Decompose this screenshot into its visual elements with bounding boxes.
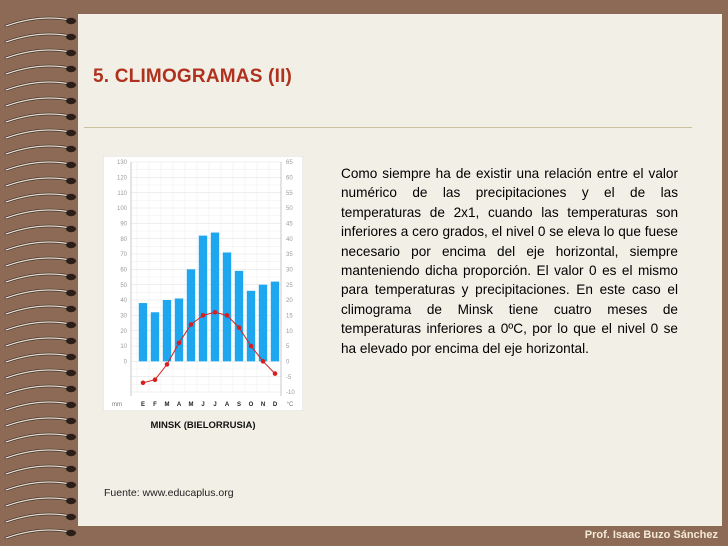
precipitation-bar bbox=[199, 236, 207, 362]
right-tick-label: 15 bbox=[286, 313, 293, 320]
spiral-ring bbox=[6, 530, 76, 538]
spiral-binding bbox=[0, 0, 90, 546]
spiral-ring bbox=[6, 386, 76, 394]
left-tick-label: 80 bbox=[120, 236, 127, 243]
precipitation-bar bbox=[223, 252, 231, 361]
left-tick-label: 20 bbox=[120, 328, 127, 335]
spiral-ring bbox=[6, 210, 76, 218]
climograph-chart bbox=[103, 156, 303, 411]
right-tick-label: -10 bbox=[286, 390, 295, 397]
explanation-paragraph: Como siempre ha de existir una relación entre el valor numérico de las precipitaciones y el de las temperaturas de 2x1, cuando las temperaturas son inferiores a cero grados, el nivel 0 se eleva lo que fuese necesario por encima del eje horizontal, siempre manteniendo dicha proporción. El valor 0 es el mismo para temperaturas y precipitaciones. En este caso el climograma de Minsk tiene cuatro meses de temperaturas inferiores a 0ºC, por lo que el nivel 0 se ha elevado por encima del eje horizontal. bbox=[341, 166, 678, 356]
right-tick-label: 65 bbox=[286, 160, 293, 167]
right-tick-label: 5 bbox=[286, 344, 290, 351]
right-tick-label: 45 bbox=[286, 221, 293, 228]
precipitation-bar bbox=[175, 298, 183, 361]
spiral-ring bbox=[6, 322, 76, 330]
chart-caption: MINSK (BIELORRUSIA) bbox=[150, 420, 256, 431]
spiral-ring bbox=[6, 450, 76, 458]
month-label: E bbox=[140, 402, 146, 408]
month-label: M bbox=[188, 402, 194, 408]
spiral-ring bbox=[6, 242, 76, 250]
spiral-ring bbox=[6, 114, 76, 122]
right-tick-label: 20 bbox=[286, 298, 293, 305]
spiral-ring bbox=[6, 66, 76, 74]
temperature-point bbox=[177, 341, 182, 346]
source-note: Fuente: www.educaplus.org bbox=[104, 487, 234, 499]
temperature-point bbox=[225, 313, 230, 318]
left-tick-label: 40 bbox=[120, 298, 127, 305]
spiral-ring bbox=[6, 290, 76, 298]
left-tick-label: 30 bbox=[120, 313, 127, 320]
slide-title: 5. CLIMOGRAMAS (II) bbox=[93, 66, 293, 87]
temperature-point bbox=[153, 377, 158, 382]
spiral-ring bbox=[6, 18, 76, 26]
temperature-point bbox=[201, 313, 206, 318]
right-tick-label: 40 bbox=[286, 236, 293, 243]
left-tick-label: 120 bbox=[116, 175, 127, 182]
right-tick-label: 0 bbox=[286, 359, 290, 366]
spiral-ring bbox=[6, 162, 76, 170]
spiral-ring bbox=[6, 130, 76, 138]
left-tick-label: 130 bbox=[116, 160, 127, 167]
temperature-point bbox=[273, 371, 278, 376]
title-divider bbox=[84, 127, 692, 128]
spiral-ring bbox=[6, 34, 76, 42]
spiral-ring bbox=[6, 418, 76, 426]
precipitation-bar bbox=[139, 303, 147, 361]
month-label: S bbox=[236, 402, 242, 408]
spiral-ring bbox=[6, 258, 76, 266]
temperature-point bbox=[249, 344, 254, 349]
spiral-ring bbox=[6, 482, 76, 490]
precipitation-bar bbox=[187, 269, 195, 361]
spiral-ring bbox=[6, 82, 76, 90]
spiral-ring bbox=[6, 146, 76, 154]
spiral-ring bbox=[6, 306, 76, 314]
right-tick-label: 60 bbox=[286, 175, 293, 182]
month-label: D bbox=[272, 402, 278, 408]
right-axis-unit: °C bbox=[286, 402, 294, 408]
right-tick-label: 10 bbox=[286, 328, 293, 335]
month-label: A bbox=[176, 402, 182, 408]
spiral-ring bbox=[6, 370, 76, 378]
spiral-ring bbox=[6, 354, 76, 362]
precipitation-bar bbox=[259, 285, 267, 362]
right-tick-label: 50 bbox=[286, 206, 293, 213]
spiral-ring bbox=[6, 514, 76, 522]
left-tick-label: 90 bbox=[120, 221, 127, 228]
month-label: J bbox=[213, 402, 217, 408]
precipitation-bar bbox=[247, 291, 255, 362]
temperature-point bbox=[141, 381, 146, 386]
spiral-ring bbox=[6, 50, 76, 58]
spiral-ring bbox=[6, 274, 76, 282]
temperature-point bbox=[165, 362, 170, 367]
left-tick-label: 100 bbox=[116, 206, 127, 213]
month-label: F bbox=[153, 402, 157, 408]
month-label: M bbox=[164, 402, 170, 408]
precipitation-bar bbox=[211, 233, 219, 362]
month-label: J bbox=[201, 402, 205, 408]
month-label: O bbox=[248, 402, 254, 408]
left-axis-unit: mm bbox=[112, 402, 122, 408]
left-tick-label: 60 bbox=[120, 267, 127, 274]
temperature-point bbox=[261, 359, 266, 364]
precipitation-bar bbox=[163, 300, 171, 361]
spiral-ring bbox=[6, 402, 76, 410]
precipitation-bar bbox=[271, 282, 279, 362]
spiral-ring bbox=[6, 498, 76, 506]
right-tick-label: 25 bbox=[286, 282, 293, 289]
spiral-ring bbox=[6, 226, 76, 234]
left-tick-label: 110 bbox=[117, 190, 127, 197]
precipitation-bar bbox=[235, 271, 243, 361]
month-label: N bbox=[260, 402, 266, 408]
right-tick-label: 35 bbox=[286, 252, 293, 259]
temperature-point bbox=[237, 325, 242, 330]
spiral-ring bbox=[6, 466, 76, 474]
precipitation-bar bbox=[151, 312, 159, 361]
author-footer: Prof. Isaac Buzo Sánchez bbox=[584, 529, 718, 541]
spiral-ring bbox=[6, 434, 76, 442]
month-label: A bbox=[224, 402, 230, 408]
temperature-point bbox=[189, 322, 194, 327]
right-tick-label: 30 bbox=[286, 267, 293, 274]
left-tick-label: 70 bbox=[120, 252, 127, 259]
spiral-ring bbox=[6, 194, 76, 202]
left-tick-label: 50 bbox=[120, 282, 127, 289]
spiral-ring bbox=[6, 98, 76, 106]
right-tick-label: -5 bbox=[286, 374, 292, 381]
temperature-point bbox=[213, 310, 218, 315]
spiral-ring bbox=[6, 178, 76, 186]
right-tick-label: 55 bbox=[286, 190, 293, 197]
spiral-ring bbox=[6, 338, 76, 346]
left-tick-label: 10 bbox=[120, 344, 127, 351]
left-tick-label: 0 bbox=[123, 359, 127, 366]
